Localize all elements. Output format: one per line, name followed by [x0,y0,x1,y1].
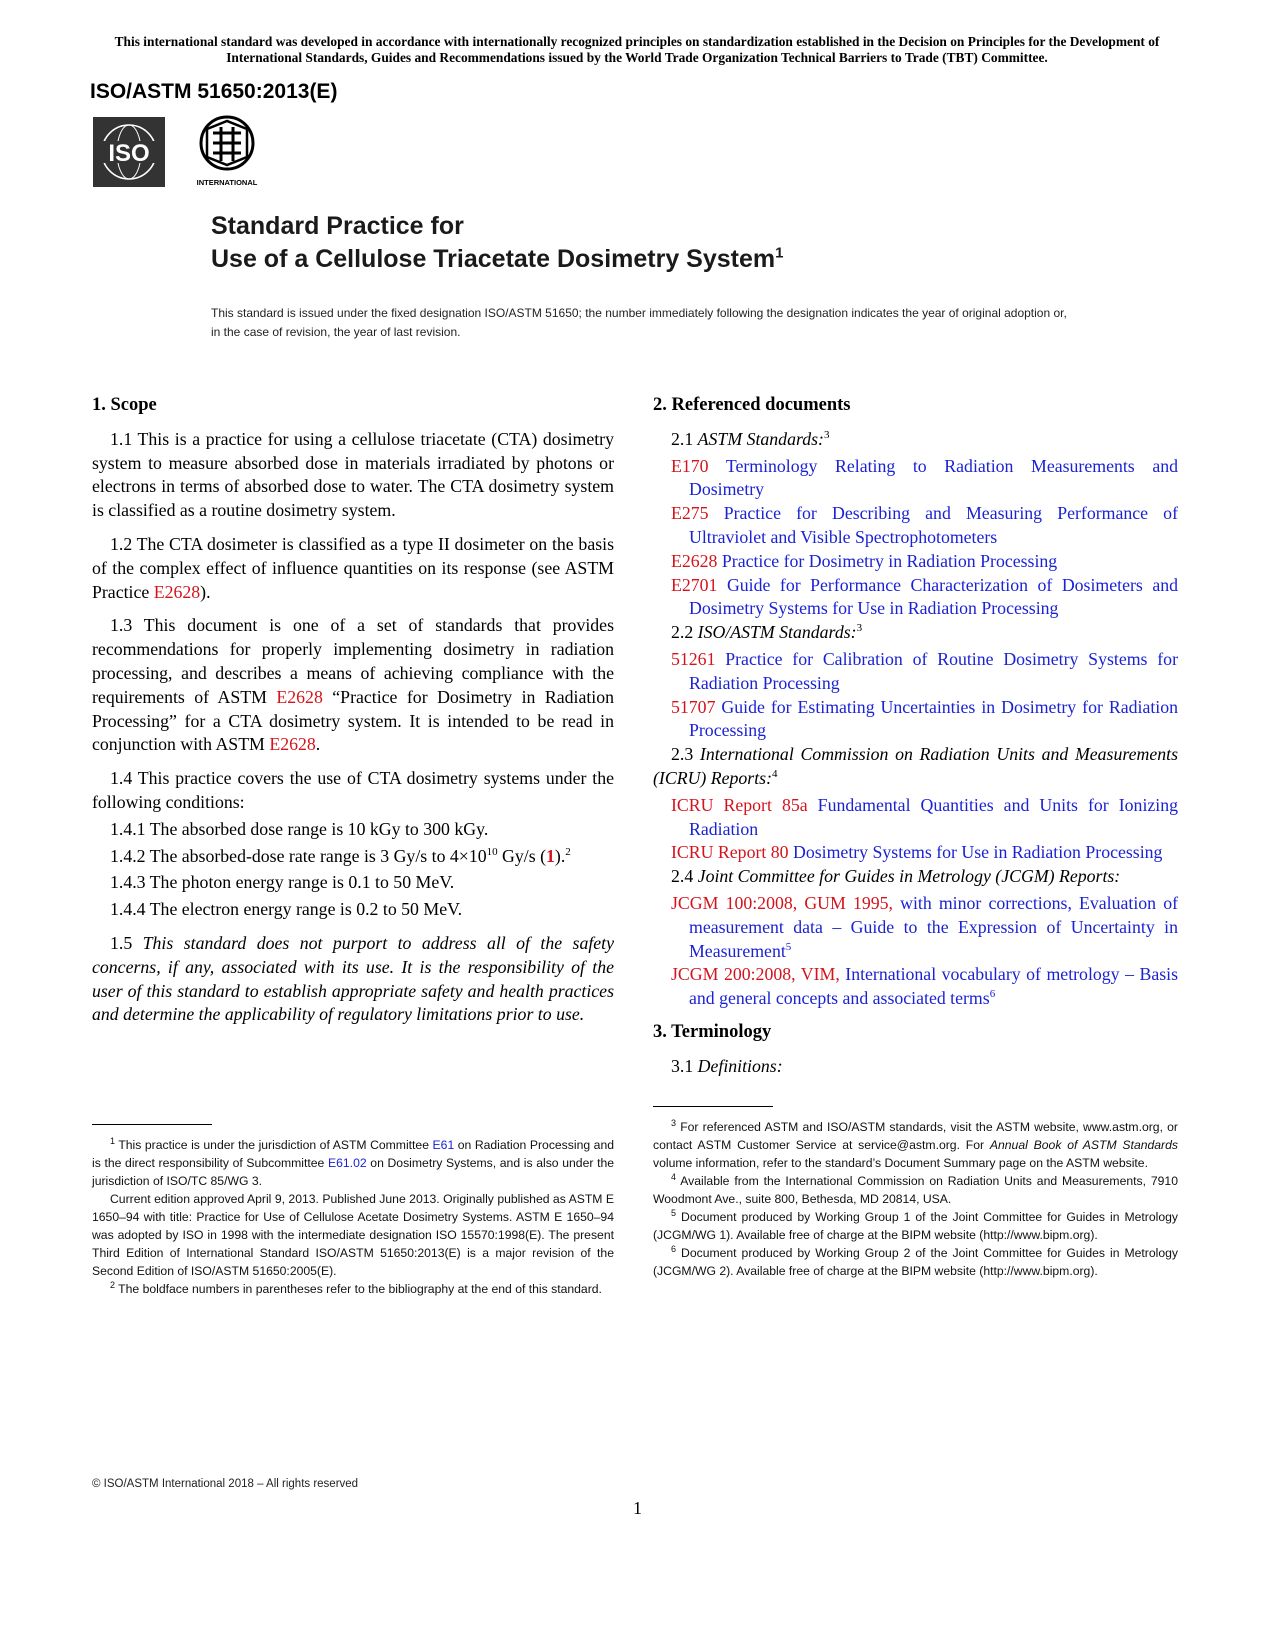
ref-e170[interactable] [671,455,1178,503]
footnotes-right [653,1118,1178,1280]
section-heading-scope: 1. Scope [92,395,157,415]
footnote-mark-3: 3 [856,622,863,635]
ref-icru-85a[interactable] [671,794,1178,842]
footnote-mark-3: 3 [823,428,830,441]
footnote-4-text: Available from the International Commission on Radiation Units and Measurements, 7910 Woodmont Ave., suite 800, Bethesda, MD 20814, USA. [653,1174,1178,1206]
para-1-4-2-text: 1.4.2 The absorbed-dose rate range is 3 Gy/s to 4×10 [110,845,487,866]
footnote-divider [653,1106,773,1107]
footnote-divider [92,1124,212,1125]
ref-title[interactable]: Terminology Relating to Radiation Measurements and Dosimetry [689,455,1178,500]
footnote-5-mark: 5 [671,1207,677,1218]
para-1-3 [92,614,614,757]
subsection-3-1-title: Definitions: [697,1055,783,1076]
subsection-2-4-number: 2.4 [671,866,698,887]
subsection-3-1 [653,1055,1178,1079]
footnote-1 [92,1136,614,1190]
exponent: 10 [486,845,498,858]
left-column [92,394,614,1037]
section-heading-terminology: 3. Terminology [653,1021,772,1042]
para-1-4-4: 1.4.4 The electron energy range is 0.2 to 50 MeV. [110,899,463,920]
para-1-5 [92,932,614,1027]
footnote-5 [653,1208,1178,1244]
para-1-3-text: 1.3 This document is one of a set of standards that provides recommendations for properly implementing dosimetry in radiation processing, and describes a means of achieving compliance with the requirements of ASTM [92,615,614,707]
para-1-3-text-2: “Practice for Dosimetry in Radiation Processing” for a CTA dosimetry system. It is intended to be read in conjunction with ASTM [92,686,614,755]
para-1-5-number: 1.5 [110,932,143,953]
ref-code[interactable]: ICRU Report 85a [671,794,808,815]
footnote-2-text: The boldface numbers in parentheses refer to the bibliography at the end of this standard. [115,1282,602,1296]
ref-title[interactable]: Practice for Calibration of Routine Dosimetry Systems for Radiation Processing [689,648,1178,693]
para-1-2 [92,533,614,604]
footnote-1-mark: 1 [110,1135,116,1146]
ref-e2628[interactable] [671,550,1178,574]
bibliography-ref-1[interactable]: 1 [546,845,555,866]
ref-code[interactable]: 51261 [671,648,716,669]
ref-icru-80[interactable] [671,841,1178,865]
link-e2628[interactable]: E2628 [153,581,201,602]
title-line-2 [211,243,1111,276]
subsection-2-2-number: 2.2 [671,622,698,643]
ref-code[interactable]: ICRU Report 80 [671,842,789,863]
footnote-6-text: Document produced by Working Group 2 of the Joint Committee for Guides in Metrology (JCGM/WG 2). Available free of charge at the BIPM website (http://www.bipm.org). [653,1246,1178,1278]
footnote-mark-4: 4 [772,768,778,781]
ref-title[interactable]: Guide for Estimating Uncertainties in Dosimetry for Radiation Processing [689,696,1178,741]
subsection-2-3-number: 2.3 [671,744,700,765]
ref-code[interactable]: JCGM 200:2008, VIM, [671,964,840,985]
ref-title[interactable]: Practice for Dosimetry in Radiation Processing [717,550,1058,571]
ref-title[interactable]: Dosimetry Systems for Use in Radiation Processing [788,842,1163,863]
para-1-4-2-end: ). [554,845,566,866]
ref-e275[interactable] [671,502,1178,550]
iso-logo-text: ISO [108,140,150,167]
ref-jcgm-100[interactable] [671,892,1178,963]
ref-51707[interactable] [671,696,1178,744]
para-1-1: 1.1 This is a practice for using a cellulose triacetate (CTA) dosimetry system to measure absorbed dose in materials irradiated by photons or electrons in terms of absorbed dose to water. The CTA dosimetry system is classified as a routine dosimetry system. [92,428,614,521]
subsection-2-3 [653,743,1178,791]
footnote-mark-5: 5 [785,940,792,953]
issue-note: This standard is issued under the fixed designation ISO/ASTM 51650; the number immediately following the designation indicates the year of original adoption or, in the case of revision, the year of last revision. [211,306,1067,339]
link-e2628[interactable]: E2628 [269,734,316,755]
footnote-mark-2: 2 [565,845,571,858]
page-number: 1 [633,1498,642,1518]
footnote-3-mark: 3 [671,1117,677,1128]
ref-code[interactable]: E2628 [671,550,718,571]
para-1-2-text: 1.2 The CTA dosimeter is classified as a type II dosimeter on the basis of the complex effect of influence quantities on its response (see ASTM Practice [92,533,614,602]
ref-code[interactable]: E275 [671,503,709,524]
footnote-3-italic: Annual Book of ASTM Standards [989,1138,1178,1152]
footnote-2-mark: 2 [110,1279,116,1290]
link-e2628[interactable]: E2628 [276,686,323,707]
top-notice: This international standard was developed in accordance with internationally recognized principles on standardization established in the Decision on Principles for the Development of International Standards, Guides and Recommendations issued by the World Trade Organization Technical Barriers to Trade (TBT) Committee. [114,34,1160,65]
para-1-4-2-text-2: Gy/s ( [497,845,547,866]
title-line-1: Standard Practice for [211,212,464,240]
ref-jcgm-200[interactable] [671,963,1178,1011]
footnote-1-edition: Current edition approved April 9, 2013. Published June 2013. Originally published as ASTM E 1650–94 with title: Practice for Use of Cellulose Acetate Dosimetry Systems. ASTM E 1650–94 was adopted by ISO in 1998 with the intermediate designation ISO 15570:1998(E). The present Third Edition of International Standard ISO/ASTM 51650:2013(E) is a major revision of the Second Edition of ISO/ASTM 51650:2005(E). [92,1192,614,1278]
subsection-2-1 [653,428,1178,452]
para-1-4-2 [92,845,614,869]
subsection-2-2 [653,621,1178,645]
subsection-2-4 [653,865,1178,889]
footnotes-left [92,1136,614,1298]
footnote-6-mark: 6 [671,1243,677,1254]
ref-code[interactable]: 51707 [671,696,716,717]
para-1-3-end: . [315,734,321,755]
footnote-4-mark: 4 [671,1171,677,1182]
footnote-2 [92,1280,614,1298]
title-footnote-mark: 1 [775,244,784,262]
subsection-2-2-title: ISO/ASTM Standards: [697,622,857,643]
footnote-4 [653,1172,1178,1208]
copyright-footer: © ISO/ASTM International 2018 – All rights reserved [92,1478,359,1490]
footnote-1-text-2: on Radiation Processing and is the direct responsibility of Subcommittee [92,1138,614,1170]
subsection-2-4-title: Joint Committee for Guides in Metrology (JCGM) Reports: [697,866,1121,887]
para-1-4-1: 1.4.1 The absorbed dose range is 10 kGy to 300 kGy. [110,818,489,839]
title-line-2-text: Use of a Cellulose Triacetate Dosimetry System [211,245,776,273]
footnote-3-text-2: volume information, refer to the standard’s Document Summary page on the ASTM website. [653,1156,1148,1170]
para-1-4: 1.4 This practice covers the use of CTA dosimetry systems under the following conditions: [92,768,614,812]
section-heading-references: 2. Referenced documents [653,395,851,415]
iso-logo-icon [93,117,165,187]
para-1-2-end: ). [200,581,211,602]
ref-51261[interactable] [671,648,1178,696]
ref-code[interactable]: E170 [671,455,709,476]
standard-designation: ISO/ASTM 51650:2013(E) [90,80,338,103]
document-title [211,210,1111,276]
subsection-2-1-number: 2.1 [671,428,698,449]
footnote-6 [653,1244,1178,1280]
footnote-1-text-3: on Dosimetry Systems, and is also under the jurisdiction of ISO/TC 85/WG 3. [92,1156,615,1188]
para-1-4-3: 1.4.3 The photon energy range is 0.1 to 50 MeV. [110,872,455,893]
ref-title[interactable]: Guide for Performance Characterization of Dosimeters and Dosimetry Systems for Use in Radiation Processing [689,574,1178,619]
footnote-5-text: Document produced by Working Group 1 of the Joint Committee for Guides in Metrology (JCGM/WG 1). Available free of charge at the BIPM website (http://www.bipm.org). [653,1210,1178,1242]
ref-title[interactable]: with minor corrections, Evaluation of measurement data – Guide to the Expression of Uncertainty in Measurement [689,892,1179,961]
ref-code[interactable]: JCGM 100:2008, GUM 1995, [671,892,893,913]
link-e61-02[interactable]: E61.02 [328,1156,367,1170]
astm-logo-text: INTERNATIONAL [196,178,258,187]
astm-logo-icon [183,113,271,189]
ref-title[interactable]: International vocabulary of metrology – Basis and general concepts and associated terms [689,964,1179,1009]
footnote-mark-6: 6 [989,988,996,1001]
subsection-2-1-title: ASTM Standards: [697,428,824,449]
footnote-3 [653,1118,1178,1172]
footnote-3-text: For referenced ASTM and ISO/ASTM standards, visit the ASTM website, www.astm.org, or contact ASTM Customer Service at service@astm.org. For [653,1120,1178,1152]
right-column [653,394,1178,1082]
footnote-1-text: This practice is under the jurisdiction of ASTM Committee [115,1138,433,1152]
ref-title[interactable]: Fundamental Quantities and Units for Ionizing Radiation [689,794,1178,839]
para-1-5-text: This standard does not purport to address all of the safety concerns, if any, associated with its use. It is the responsibility of the user of this standard to establish appropriate safety and health practices and determine the applicability of regulatory limitations prior to use. [92,932,615,1025]
ref-e2701[interactable] [671,574,1178,622]
link-e61[interactable]: E61 [432,1138,455,1152]
ref-code[interactable]: E2701 [671,574,718,595]
subsection-3-1-number: 3.1 [671,1055,698,1076]
subsection-2-3-title: International Commission on Radiation Units and Measurements (ICRU) Reports: [653,744,1178,788]
ref-title[interactable]: Practice for Describing and Measuring Performance of Ultraviolet and Visible Spectrophotometers [689,503,1178,547]
